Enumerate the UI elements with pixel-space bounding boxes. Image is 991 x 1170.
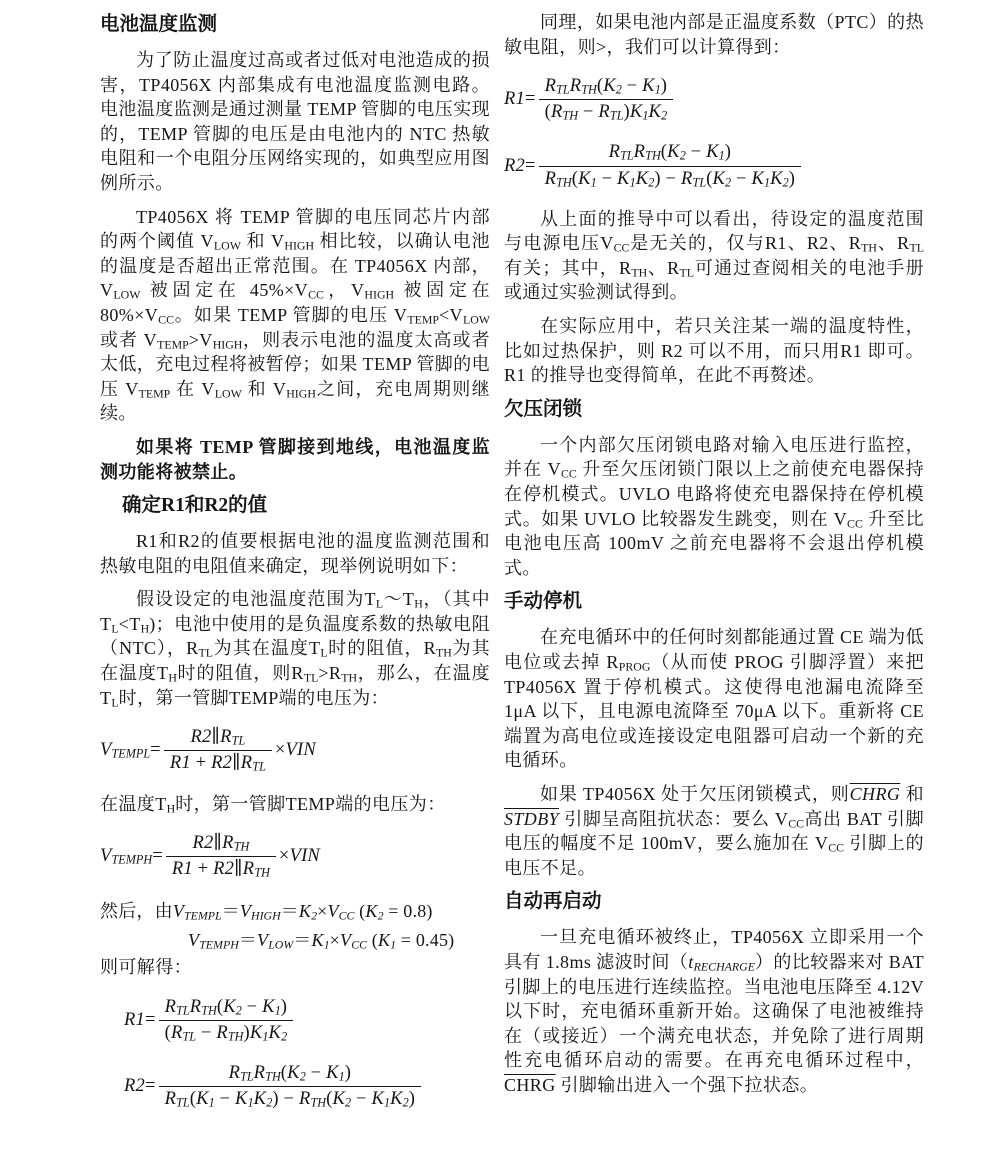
variable-with-subscript: $R_{TH}$ <box>216 1023 244 1044</box>
overline-signal-name: CHRG <box>849 783 901 804</box>
text-run: R2 <box>192 833 214 854</box>
variable-with-subscript: $K_1$ <box>578 168 597 190</box>
variable-with-subscript: $V_{TEMPL}$ <box>172 901 222 923</box>
text-run: R1 <box>171 859 193 880</box>
math-line: 然后，由$V_{TEMPL}=V_{HIGH}=K_2\times V_{CC}$ $(K_2 = 0.8)$ <box>100 901 433 923</box>
variable-with-subscript: $K_2$ <box>223 996 242 1018</box>
variable-with-subscript: $R_{TL}$ <box>544 76 570 97</box>
variable-with-subscript: $V_{LOW}$ <box>449 304 490 327</box>
fraction-denominator: $(R_{TH} - R_{TL})K_1K_2$ <box>539 99 674 125</box>
variable-with-subscript: $R_{TL}$ <box>897 233 925 255</box>
math-formula: R1 = $\frac{R_{TL}R_{TH}(K_2 - K_1)}{(R_{TL} - R_{TH})K_1K_2}$ <box>100 995 490 1046</box>
variable-with-subscript: $R_{TH}$ <box>848 233 877 255</box>
variable-with-subscript: $R_{TH}$ <box>328 663 358 685</box>
paragraph: 假设设定的电池温度范围为$T_L\sim T_H$，（其中$T_L<T_H$)；电池中使用的是负温度系数的热敏电阻（NTC），$R_{TL}$为其在温度$T_L$时的阻值，$R_{TH}$为其在温度$T_H$时的阻值，则$R_{TL}>R_{TH}$，那么，在温度$T_L$时，第一管脚TEMP端的电压为： <box>100 589 491 710</box>
variable-with-subscript: $K_2$ <box>712 168 732 190</box>
paragraph: 从上面的推导中可以看出，待设定的温度范围与电源电压$V_{CC}$是无关的，仅与R1、R2、$R_{TH}$、$R_{TL}$有关；其中，$R_{TH}$、$R_{TL}$可通过查阅相关的电池手册或通过实验测试得到。 <box>504 208 925 303</box>
variable-with-subscript: $R_{TH}$ <box>618 257 648 280</box>
variable-with-subscript: $K_2$ <box>298 901 318 923</box>
paragraph: 则可解得： <box>100 957 192 978</box>
paragraph: 同理，如果电池内部是正温度系数（PTC）的热敏电阻，则>，我们可以计算得到： <box>504 12 924 57</box>
variable-with-subscript: $K_1$ <box>196 1089 215 1110</box>
fraction-denominator: $R_{TH}(K_1 - K_1K_2) - R_{TL}(K_2 - K_1K_2)$ <box>539 166 802 192</box>
variable-with-subscript: $T_H$ <box>129 613 150 636</box>
variable-with-subscript: $K_2$ <box>635 168 655 190</box>
paragraph: 在充电循环中的任何时刻都能通过置 CE 端为低电位或去掉 $R_{PROG}$（从而使 PROG 引脚浮置）来把 TP4056X 置于停机模式。这使得电池漏电流降至 1μA 以下，且电源电流降至 70μA 以下。重新将 CE 端置为高电位或连接设定电阻器可启动一个新的充电循环。 <box>504 627 924 771</box>
variable-with-subscript: $V_{TEMP}$ <box>125 378 171 401</box>
variable-with-subscript: $K_2$ <box>648 102 668 123</box>
variable-with-subscript: $R_{TH}$ <box>298 1089 327 1110</box>
math-line: $V_{TEMPH}=V_{LOW}=K_1\times V_{CC}$ $(K_1 = 0.45)$ <box>188 930 455 952</box>
variable-with-subscript: $K_2$ <box>365 901 384 923</box>
paragraph: 在温度$T_H$时，第一管脚TEMP端的电压为： <box>100 793 446 816</box>
variable-with-subscript: $R_{TL}$ <box>608 142 634 164</box>
variable-with-subscript: $R_{TH}$ <box>550 102 579 123</box>
variable-with-subscript: $V_{HIGH}$ <box>199 329 243 352</box>
text-run: R2 <box>190 727 212 748</box>
text-run: R2 <box>504 155 525 176</box>
math-formula: R1 = $\frac{R_{TL}R_{TH}(K_2 - K_1)}{(R_{TH} - R_{TL})K_1K_2}$ <box>504 74 924 125</box>
text-run: R1 <box>169 753 191 774</box>
variable-with-subscript: $V_{CC}$ <box>294 280 324 302</box>
left-column <box>100 12 490 1127</box>
variable-with-subscript: $V_{TEMPH}$ <box>188 930 239 952</box>
fraction <box>159 995 294 1046</box>
variable-with-subscript: $V_{LOW}$ <box>257 930 294 952</box>
variable-with-subscript: $T_L$ <box>308 638 328 661</box>
variable-with-subscript: $R_{TL}$ <box>186 638 213 661</box>
variable-with-subscript: $K_1$ <box>326 1063 345 1084</box>
text-run: R1 <box>504 89 525 110</box>
variable-with-subscript: $K_1$ <box>262 996 281 1018</box>
variable-with-subscript: $V_{CC}$ <box>547 459 577 482</box>
emphasis-paragraph: 如果将 TEMP 管脚接到地线，电池温度监测功能将被禁止。 <box>100 436 490 482</box>
paragraph: 如果 TP4056X 处于欠压闭锁模式，则CHRG 和 STDBY 引脚呈高阻抗状态：要么 $V_{CC}$高出 BAT 引脚电压的幅度不足 100mV，要么施加在 $V_{CC}$ 引脚上的电压不足。 <box>504 783 925 878</box>
section-heading: 电池温度监测 <box>100 14 218 35</box>
variable-with-subscript: $V_{HIGH}$ <box>239 901 281 923</box>
text-run: R2 <box>124 1076 145 1097</box>
math-formula: $V_{TEMPH}$ = $\frac{R2\parallel R_{TH}}{R1 + R2\parallel R_{TH}}$ × VIN <box>100 831 490 882</box>
paragraph: TP4056X 将 TEMP 管脚的电压同芯片内部的两个阈值 $V_{LOW}$ 和 $V_{HIGH}$ 相比较，以确认电池的温度是否超出正常范围。在 TP4056X 内部，$V_{LOW}$ 被固定在 $45\%\times V_{CC}$，$V_{HIGH}$ 被固定在 $80\%\times V_{CC}$。如果 TEMP 管脚的电压 $V_{TEMP}<V_{LOW}$ 或者 $V_{TEMP}>V_{HIGH}$，则表示电池的温度太高或者太低，充电过程将被暂停；如果 TEMP 管脚的电压 $V_{TEMP}$ 在 $V_{LOW}$ 和 $V_{HIGH}$之间，充电周期则继续。 <box>100 206 491 424</box>
variable-with-subscript: $V_{TEMPH}$ <box>100 846 153 867</box>
overline-signal-name: CHRG <box>504 1074 556 1095</box>
variable-with-subscript: $R_{TL}$ <box>291 663 319 685</box>
fraction-numerator: $R_{TL}R_{TH}(K_2 - K_1)$ <box>228 1063 352 1084</box>
variable-with-subscript: $T_H$ <box>402 589 423 611</box>
variable-with-subscript: $V_{CC}$ <box>814 833 845 855</box>
section-heading: 欠压闭锁 <box>504 398 583 420</box>
paragraph: 一个内部欠压闭锁电路对输入电压进行监控，并在 $V_{CC}$ 升至欠压闭锁门限以上之前使充电器保持在停机模式。UVLO 电路将使充电器保持在停机模式。如果 UVLO 比较器发生跳变，则在 $V_{CC}$ 升至比电池电压高 100mV 之前充电器将不会退出停机模式。 <box>504 434 925 578</box>
variable-with-subscript: $K_1$ <box>371 1089 391 1110</box>
variable-with-subscript: $K_2$ <box>603 76 622 97</box>
variable-with-subscript: $V_{LOW}$ <box>100 280 141 302</box>
variable-with-subscript: $V_{CC}$ <box>833 508 863 531</box>
fraction-numerator: $R2\parallel R_{TL}$ <box>190 727 246 748</box>
variable-with-subscript: $V_{HIGH}$ <box>270 231 315 253</box>
variable-with-subscript: $T_H$ <box>155 793 176 816</box>
math-formula: R2 = $\frac{R_{TL}R_{TH}(K_2 - K_1)}{R_{TH}(K_1 - K_1K_2) - R_{TL}(K_2 - K_1K_2)}$ <box>504 140 924 191</box>
text-run: R1 <box>124 1010 145 1031</box>
fraction-denominator: $R1 + R2\parallel R_{TH}$ <box>166 856 276 882</box>
fraction <box>539 140 802 191</box>
sub-heading: 确定R1和R2的值 <box>122 495 268 517</box>
section-heading: 手动停机 <box>504 591 583 613</box>
variable-with-subscript: $T_L$ <box>364 589 384 611</box>
variable-with-subscript: $V_{CC}$ <box>774 808 805 831</box>
variable-with-subscript: $K_2$ <box>667 142 686 164</box>
fraction <box>164 725 272 776</box>
variable-with-subscript: $T_L$ <box>100 613 119 636</box>
variable-with-subscript: $K_1$ <box>311 930 330 952</box>
text-run: R2 <box>211 753 233 774</box>
paragraph: 为了防止温度过高或者过低对电池造成的损害，TP4056X 内部集成有电池温度监测电路。电池温度监测是通过测量 TEMP 管脚的电压实现的，TEMP 管脚的电压是由电池内的 NTC 热敏电阻和一个电阻分压网络实现的，如典型应用图例所示。 <box>100 50 490 193</box>
variable-with-subscript: $R_{TL}$ <box>228 1063 254 1084</box>
variable-with-subscript: $V_{TEMP}$ <box>393 304 439 327</box>
variable-with-subscript: $K_1$ <box>642 76 661 97</box>
fraction-denominator: $(R_{TL} - R_{TH})K_1K_2$ <box>159 1020 294 1046</box>
variable-with-subscript: $V_{TEMPL}$ <box>100 740 151 762</box>
fraction-numerator: $R_{TL}R_{TH}(K_2 - K_1)$ <box>164 996 288 1018</box>
variable-with-subscript: $V_{CC}$ <box>327 901 355 923</box>
variable-with-subscript: $t_{RECHARGE}$ <box>688 951 755 974</box>
variable-with-subscript: $K_1$ <box>629 102 649 123</box>
variable-with-subscript: $V_{CC}$ <box>340 930 368 952</box>
fraction-numerator: $R2\parallel R_{TH}$ <box>192 833 250 854</box>
overline-signal-name: STDBY <box>504 808 560 829</box>
variable-with-subscript: $R_{PROG}$ <box>606 652 651 674</box>
text-run: R2 <box>213 859 235 880</box>
variable-with-subscript: $V_{HIGH}$ <box>272 378 316 401</box>
variable-with-subscript: $V_{HIGH}$ <box>351 280 395 302</box>
variable-with-subscript: $R_{TH}$ <box>189 996 217 1018</box>
variable-with-subscript: $V_{TEMP}$ <box>143 329 189 352</box>
variable-with-subscript: $V_{CC}$ <box>144 304 174 327</box>
variable-with-subscript: $V_{LOW}$ <box>200 231 241 253</box>
math-formula: R2 = $\frac{R_{TL}R_{TH}(K_2 - K_1)}{R_{TL}(K_1 - K_1K_2) - R_{TH}(K_2 - K_1K_2)}$ <box>100 1061 490 1112</box>
variable-with-subscript: $R_{TL}$ <box>240 753 266 775</box>
variable-with-subscript: $R_{TL}$ <box>164 996 190 1018</box>
math-formula: $V_{TEMPL}$ = $\frac{R2\parallel R_{TL}}{R1 + R2\parallel R_{TL}}$ × VIN <box>100 725 490 776</box>
variable-with-subscript: $R_{TL}$ <box>220 727 246 748</box>
variable-with-subscript: $K_1$ <box>235 1089 254 1110</box>
variable-with-subscript: $R_{TL}$ <box>598 102 624 123</box>
paragraph: R1和R2的值要根据电池的温度监测范围和热敏电阻的电阻值来确定，现举例说明如下： <box>100 531 490 576</box>
text-run: VIN <box>289 846 320 867</box>
variable-with-subscript: $K_2$ <box>390 1089 409 1110</box>
variable-with-subscript: $R_{TL}$ <box>681 168 707 190</box>
variable-with-subscript: $T_H$ <box>156 663 177 685</box>
variable-with-subscript: $T_L$ <box>100 687 119 710</box>
section-heading: 自动再启动 <box>504 891 602 913</box>
fraction-denominator: $R_{TL}(K_1 - K_1K_2) - R_{TH}(K_2 - K_1K_2)$ <box>159 1086 422 1112</box>
variable-with-subscript: $K_1$ <box>617 168 636 190</box>
variable-with-subscript: $K_2$ <box>287 1063 306 1084</box>
paragraph: 在实际应用中，若只关注某一端的温度特性，比如过热保护，则 R2 可以不用，而只用R1 即可。R1 的推导也变得简单，在此不再赘述。 <box>504 316 924 386</box>
variable-with-subscript: $K_2$ <box>268 1023 288 1044</box>
variable-with-subscript: $K_2$ <box>253 1089 273 1110</box>
variable-with-subscript: $R_{TH}$ <box>633 142 661 164</box>
variable-with-subscript: $R_{TL}$ <box>667 257 695 280</box>
variable-with-subscript: $R_{TH}$ <box>544 168 572 190</box>
right-column <box>504 10 924 1107</box>
variable-with-subscript: $K_2$ <box>770 168 789 190</box>
fraction-numerator: $R_{TL}R_{TH}(K_2 - K_1)$ <box>544 76 668 97</box>
fraction-denominator: $R1 + R2\parallel R_{TL}$ <box>164 750 272 776</box>
fraction <box>166 831 276 882</box>
variable-with-subscript: $R_{TH}$ <box>222 833 250 854</box>
variable-with-subscript: $K_1$ <box>249 1023 269 1044</box>
paragraph: 一旦充电循环被终止，TP4056X 立即采用一个具有 1.8ms 滤波时间$(t_{RECHARGE})$的比较器来对 BAT 引脚上的电压进行连续监控。当电池电压降至 4.12V 以下时，充电循环重新开始。这确保了电池被维持在（或接近）一个满充电状态，并免除了进行周期性充电循环启动的需要。在再充电循环过程中，CHRG 引脚输出进入一个强下拉状态。 <box>504 927 925 1095</box>
variable-with-subscript: $R_{TH}$ <box>423 638 452 661</box>
variable-with-subscript: $K_1$ <box>377 930 397 952</box>
variable-with-subscript: $V_{CC}$ <box>600 233 630 255</box>
variable-with-subscript: $K_2$ <box>332 1089 352 1110</box>
variable-with-subscript: $R_{TH}$ <box>242 859 270 880</box>
variable-with-subscript: $R_{TH}$ <box>253 1063 281 1084</box>
variable-with-subscript: $R_{TL}$ <box>170 1023 197 1044</box>
fraction <box>539 74 674 125</box>
variable-with-subscript: $R_{TL}$ <box>164 1089 190 1110</box>
variable-with-subscript: $K_1$ <box>751 168 771 190</box>
variable-with-subscript: $R_{TH}$ <box>569 76 597 97</box>
fraction <box>159 1061 422 1112</box>
fraction-numerator: $R_{TL}R_{TH}(K_2 - K_1)$ <box>608 142 732 164</box>
variable-with-subscript: $K_1$ <box>706 142 725 164</box>
variable-with-subscript: $V_{LOW}$ <box>201 378 242 401</box>
text-run: VIN <box>285 740 316 761</box>
